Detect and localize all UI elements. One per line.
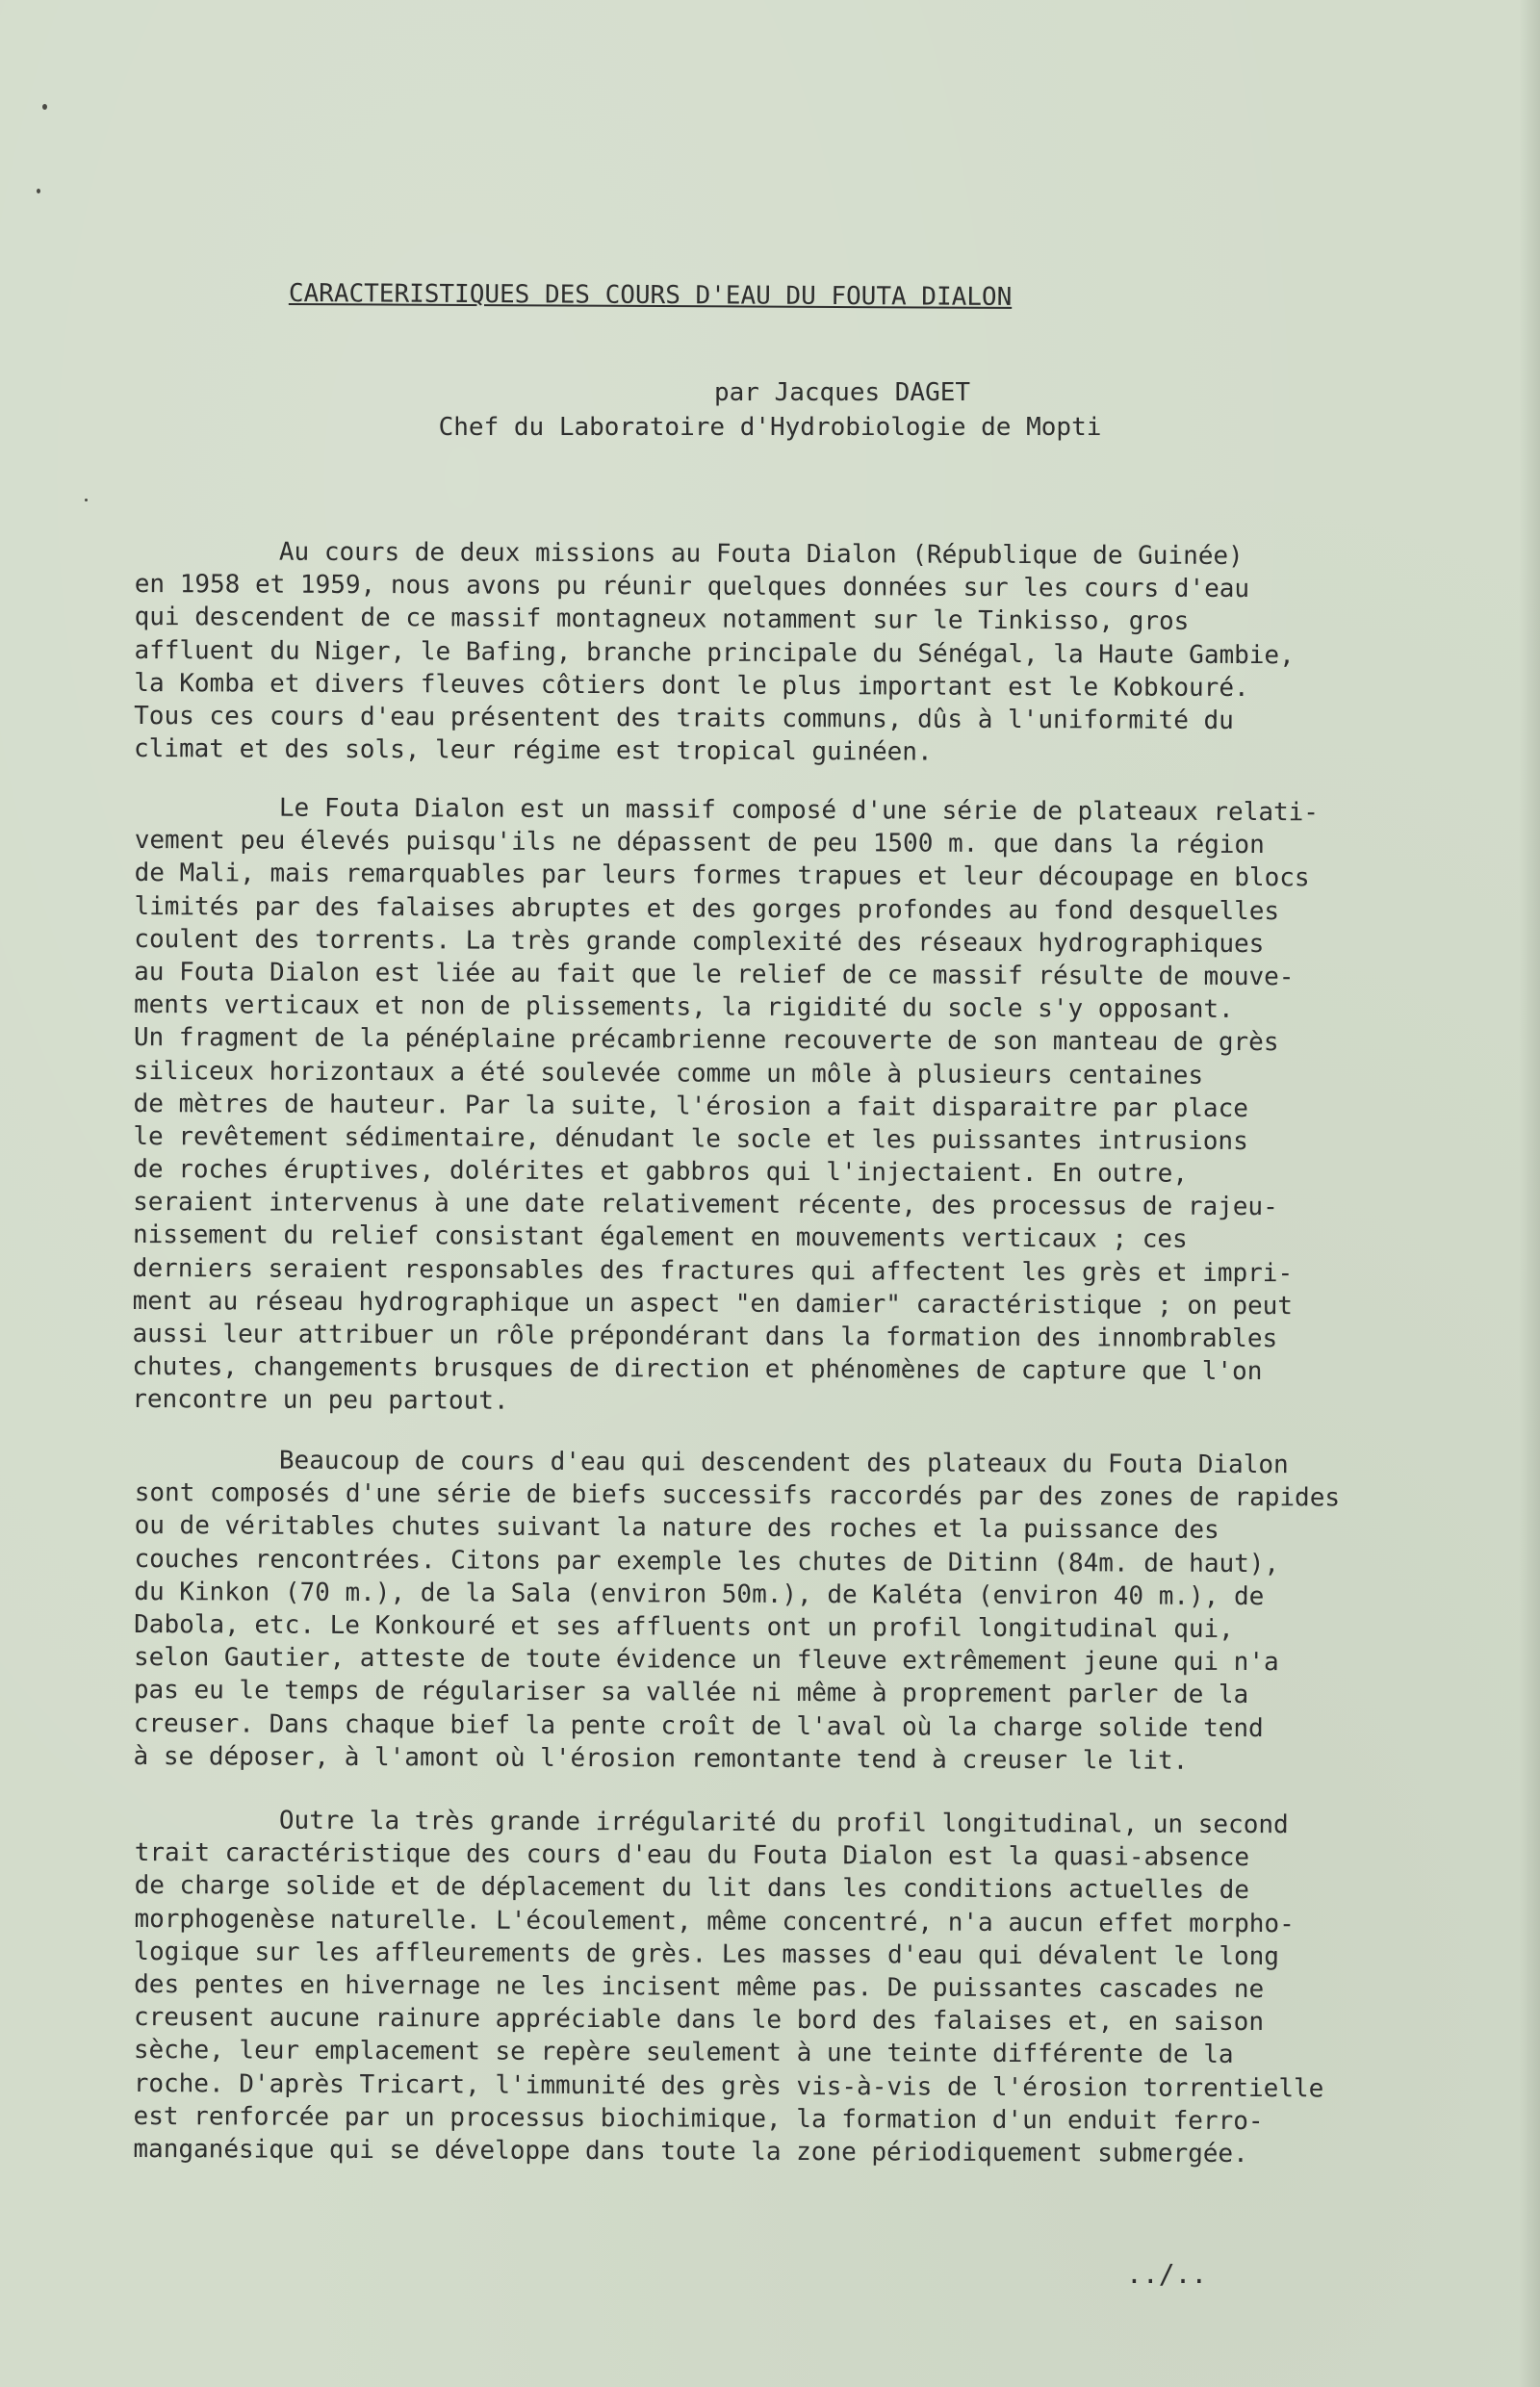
- text-line: Outre la très grande irrégularité du profil longitudinal, un second: [278, 1806, 1289, 1840]
- text-line: ou de véritables chutes suivant la nature des roches et la puissance des: [134, 1511, 1219, 1546]
- paragraph-2: [132, 791, 1424, 1422]
- text-line: des pentes en hivernage ne les incisent même pas. De puissantes cascades ne: [134, 1969, 1265, 2005]
- paragraph-3: [134, 1444, 1424, 1779]
- byline: [0, 375, 1540, 445]
- text-line: Tous ces cours d'eau présentent des traits communs, dûs à l'uniformité du: [134, 701, 1234, 735]
- text-line: de roches éruptives, dolérites et gabbros qui l'injectaient. En outre,: [133, 1155, 1189, 1189]
- text-line: affluent du Niger, le Bafing, branche principale du Sénégal, la Haute Gambie,: [134, 635, 1295, 670]
- text-line: Dabola, etc. Le Konkouré et ses affluents ont un profil longitudinal qui,: [134, 1609, 1234, 1644]
- text-line: manganésique qui se développe dans toute la zone périodiquement submergée.: [133, 2134, 1248, 2169]
- text-line: creuser. Dans chaque bief la pente croît de l'aval où la charge solide tend: [133, 1708, 1264, 1743]
- paragraph-1: [134, 535, 1424, 771]
- text-line: coulent des torrents. La très grande complexité des réseaux hydrographiques: [134, 924, 1265, 959]
- author-line: par Jacques DAGET: [713, 378, 971, 407]
- text-line: la Komba et divers fleuves côtiers dont le plus important est le Kobkouré.: [134, 668, 1249, 703]
- text-line: trait caractéristique des cours d'eau du Fouta Dialon est la quasi-absence: [134, 1838, 1250, 1873]
- text-line: siliceux horizontaux a été soulevée comme un môle à plusieurs centaines: [133, 1056, 1204, 1091]
- text-line: derniers seraient responsables des fractures qui affectent les grès et impri-: [132, 1253, 1294, 1288]
- text-line: Beaucoup de cours d'eau qui descendent des plateaux du Fouta Dialon: [278, 1446, 1289, 1480]
- document-title: CARACTERISTIQUES DES COURS D'EAU DU FOUTA DIALON: [288, 278, 1013, 312]
- text-line: du Kinkon (70 m.), de la Sala (environ 50m.), de Kaléta (environ 40 m.), de: [134, 1577, 1265, 1611]
- text-line: ments verticaux et non de plissements, la rigidité du socle s'y opposant.: [133, 990, 1234, 1025]
- text-line: climat et des sols, leur régime est tropical guinéen.: [133, 734, 933, 767]
- text-line: qui descendent de ce massif montagneux notamment sur le Tinkisso, gros: [134, 603, 1190, 637]
- text-line: de charge solide et de déplacement du lit dans les conditions actuelles de: [134, 1871, 1250, 1906]
- paragraph-4: [133, 1804, 1424, 2171]
- text-line: logique sur les affleurements de grès. Les masses d'eau qui dévalent le long: [134, 1937, 1280, 1971]
- text-line: à se déposer, à l'amont où l'érosion remontante tend à creuser le lit.: [133, 1741, 1189, 1776]
- text-line: ment au réseau hydrographique un aspect "en damier" caractéristique ; on peut: [132, 1286, 1294, 1322]
- affiliation-line: Chef du Laboratoire d'Hydrobiologie de Mopti: [438, 413, 1102, 442]
- text-line: vement peu élevés puisqu'ils ne dépassent de peu 1500 m. que dans la région: [134, 826, 1265, 860]
- text-line: creusent aucune rainure appréciable dans le bord des falaises et, en saison: [133, 2003, 1265, 2038]
- paper-speck: [37, 189, 40, 193]
- continuation-mark: ../..: [1126, 2258, 1208, 2290]
- text-line: Le Fouta Dialon est un massif composé d'une série de plateaux relati-: [278, 793, 1320, 828]
- text-line: roche. D'après Tricart, l'immunité des grès vis-à-vis de l'érosion torrentielle: [133, 2068, 1324, 2103]
- text-line: sont composés d'une série de biefs successifs raccordés par des zones de rapides: [134, 1478, 1341, 1513]
- text-line: Un fragment de la pénéplaine précambrienne recouverte de son manteau de grès: [133, 1023, 1279, 1058]
- text-line: le revêtement sédimentaire, dénudant le socle et les puissantes intrusions: [133, 1121, 1248, 1156]
- text-line: de mètres de hauteur. Par la suite, l'érosion a fait disparaitre par place: [133, 1089, 1248, 1123]
- text-line: morphogenèse naturelle. L'écoulement, même concentré, n'a aucun effet morpho-: [134, 1904, 1295, 1938]
- text-line: aussi leur attribuer un rôle prépondérant dans la formation des innombrables: [132, 1319, 1278, 1354]
- text-line: chutes, changements brusques de direction et phénomènes de capture que l'on: [132, 1352, 1263, 1387]
- text-line: sèche, leur emplacement se repère seulement à une teinte différente de la: [133, 2036, 1234, 2070]
- text-line: de Mali, mais remarquables par leurs formes trapues et leur découpage en blocs: [134, 859, 1310, 893]
- paper-speck: [85, 499, 88, 501]
- text-line: au Fouta Dialon est liée au fait que le relief de ce massif résulte de mouve-: [134, 957, 1295, 992]
- paper-speck: [42, 104, 47, 110]
- text-line: est renforcée par un processus biochimique, la formation d'un enduit ferro-: [133, 2101, 1264, 2136]
- text-line: couches rencontrées. Citons par exemple les chutes de Ditinn (84m. de haut),: [134, 1544, 1280, 1578]
- text-line: pas eu le temps de régulariser sa vallée ni même à proprement parler de la: [133, 1676, 1249, 1710]
- page-edge-shadow: [1519, 0, 1540, 2387]
- text-line: limités par des falaises abruptes et des gorges profondes au fond desquelles: [134, 891, 1280, 926]
- text-line: nissement du relief consistant également en mouvements verticaux ; ces: [132, 1220, 1188, 1255]
- text-line: seraient intervenus à une date relativement récente, des processus de rajeu-: [133, 1188, 1278, 1222]
- text-line: en 1958 et 1959, nous avons pu réunir quelques données sur les cours d'eau: [134, 570, 1250, 604]
- text-line: Au cours de deux missions au Fouta Dialon (République de Guinée): [278, 537, 1244, 572]
- text-line: rencontre un peu partout.: [132, 1385, 509, 1417]
- text-line: selon Gautier, atteste de toute évidence un fleuve extrêmement jeune qui n'a: [133, 1643, 1279, 1678]
